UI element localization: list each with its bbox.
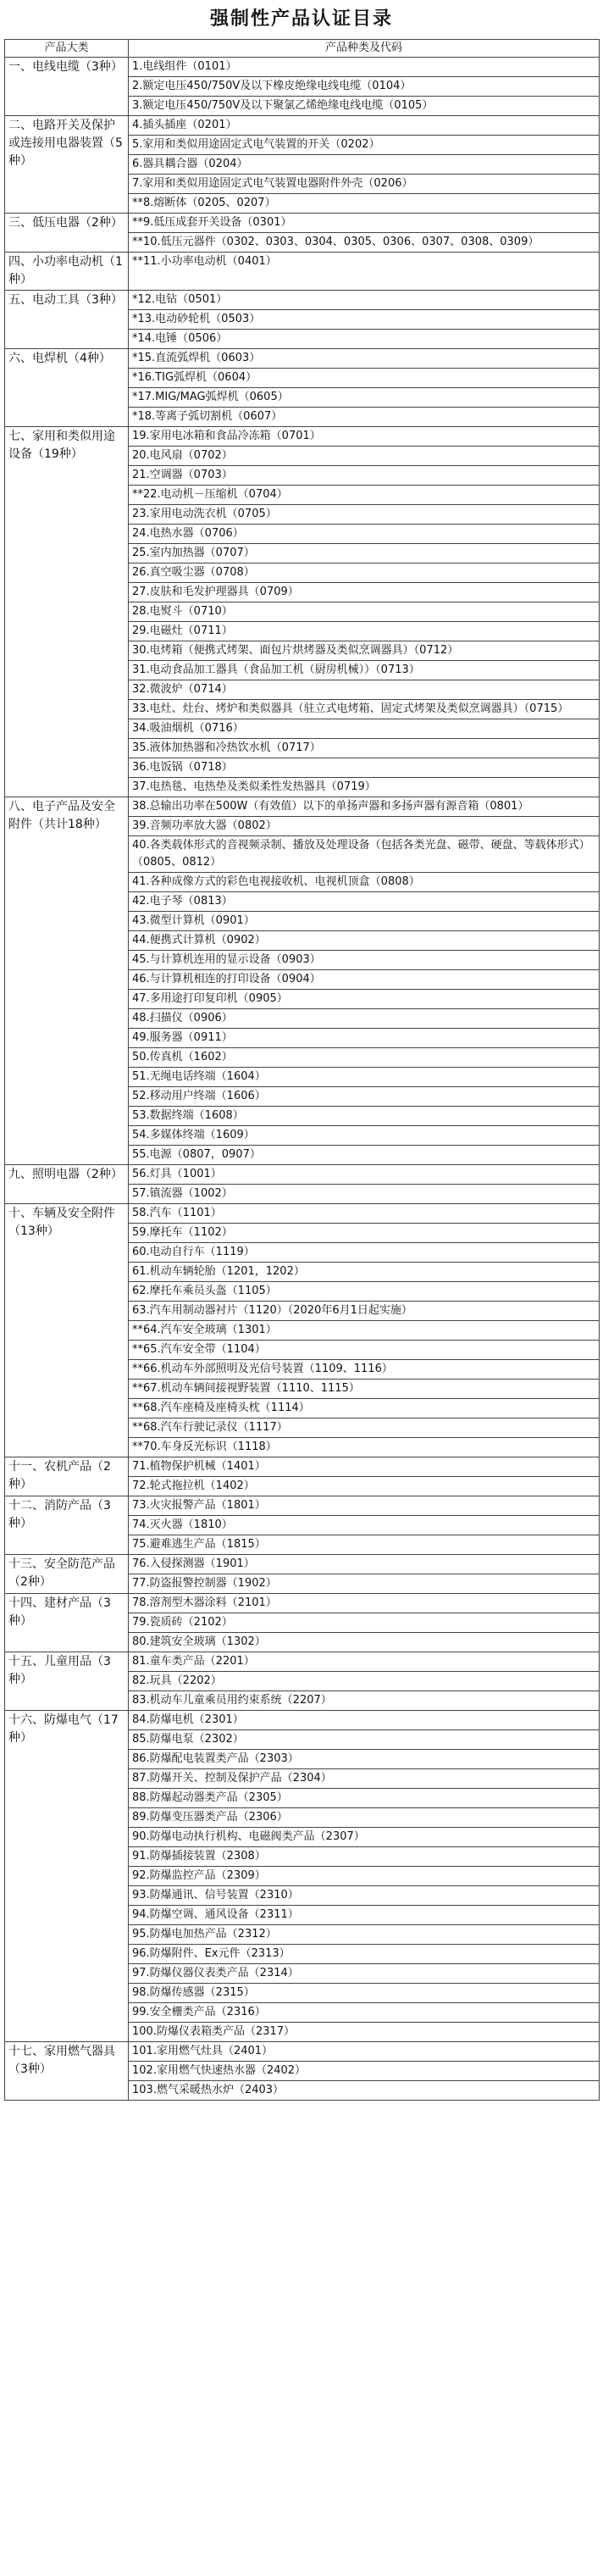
product-cell: 72.轮式拖拉机（1402） xyxy=(129,1477,600,1496)
product-cell: *12.电钻（0501） xyxy=(129,291,600,310)
table-row xyxy=(5,1594,600,1613)
category-cell: 十二、消防产品（3种） xyxy=(5,1496,129,1555)
product-cell: 53.数据终端（1608） xyxy=(129,1107,600,1126)
product-cell: 45.与计算机连用的显示设备（0903） xyxy=(129,951,600,970)
product-cell: 33.电灶、灶台、烤炉和类似器具（驻立式电烤箱、固定式烤架及类似烹调器具）（0715） xyxy=(129,700,600,719)
product-cell: *13.电动砂轮机（0503） xyxy=(129,310,600,330)
product-cell: **9.低压成套开关设备（0301） xyxy=(129,214,600,233)
product-cell: 46.与计算机相连的打印设备（0904） xyxy=(129,970,600,990)
product-cell: 60.电动自行车（1119） xyxy=(129,1243,600,1263)
product-cell: 48.扫描仪（0906） xyxy=(129,1009,600,1029)
product-cell: 4.插头插座（0201） xyxy=(129,116,600,136)
product-cell: 54.多媒体终端（1609） xyxy=(129,1126,600,1146)
product-cell: 24.电热水器（0706） xyxy=(129,525,600,544)
product-cell: 27.皮肤和毛发护理器具（0709） xyxy=(129,583,600,602)
table-row xyxy=(5,291,600,310)
product-cell: 61.机动车辆轮胎（1201，1202） xyxy=(129,1263,600,1282)
product-cell: 29.电磁灶（0711） xyxy=(129,622,600,641)
product-cell: 37.电热毯、电热垫及类似柔性发热器具（0719） xyxy=(129,778,600,797)
product-cell: 32.微波炉（0714） xyxy=(129,680,600,700)
product-cell: 75.避难逃生产品（1815） xyxy=(129,1535,600,1555)
product-cell: 34.吸油烟机（0716） xyxy=(129,719,600,739)
table-row xyxy=(5,427,600,447)
product-cell: 36.电饭锅（0718） xyxy=(129,758,600,778)
product-cell: **67.机动车辆间接视野装置（1110、1115） xyxy=(129,1380,600,1399)
category-cell: 五、电动工具（3种） xyxy=(5,291,129,349)
product-cell: 31.电动食品加工器具（食品加工机（厨房机械））（0713） xyxy=(129,661,600,680)
product-cell: 58.汽车（1101） xyxy=(129,1204,600,1224)
product-cell: 52.移动用户终端（1606） xyxy=(129,1087,600,1107)
product-cell: 73.火灾报警产品（1801） xyxy=(129,1496,600,1516)
category-cell: 八、电子产品及安全附件（共计18种） xyxy=(5,797,129,1165)
table-row xyxy=(5,1555,600,1574)
product-cell: 99.安全栅类产品（2316） xyxy=(129,2003,600,2023)
product-cell: **11.小功率电动机（0401） xyxy=(129,253,600,291)
catalog-table xyxy=(4,39,600,2101)
product-cell: 7.家用和类似用途固定式电气装置电器附件外壳（0206） xyxy=(129,175,600,194)
product-cell: 96.防爆附件、Ex元件（2313） xyxy=(129,1945,600,1964)
catalog-body xyxy=(5,58,600,2101)
product-cell: 42.电子琴（0813） xyxy=(129,892,600,912)
table-row xyxy=(5,58,600,77)
table-row xyxy=(5,214,600,233)
product-cell: 89.防爆变压器类产品（2306） xyxy=(129,1808,600,1828)
product-cell: **8.熔断体（0205、0207） xyxy=(129,194,600,214)
product-cell: 39.音频功率放大器（0802） xyxy=(129,817,600,836)
product-cell: 50.传真机（1602） xyxy=(129,1048,600,1068)
product-cell: 101.家用燃气灶具（2401） xyxy=(129,2042,600,2062)
product-cell: 80.建筑安全玻璃（1302） xyxy=(129,1633,600,1652)
product-cell: 26.真空吸尘器（0708） xyxy=(129,564,600,583)
product-cell: 94.防爆空调、通风设备（2311） xyxy=(129,1906,600,1925)
product-cell: 43.微型计算机（0901） xyxy=(129,912,600,931)
product-cell: 79.瓷质砖（2102） xyxy=(129,1613,600,1633)
product-cell: **66.机动车外部照明及光信号装置（1109、1116） xyxy=(129,1360,600,1380)
category-cell: 十三、安全防范产品（2种） xyxy=(5,1555,129,1594)
product-cell: 100.防爆仪表箱类产品（2317） xyxy=(129,2023,600,2042)
product-cell: *14.电锤（0506） xyxy=(129,330,600,349)
product-cell: **10.低压元器件（0302、0303、0304、0305、0306、0307、0308、0309） xyxy=(129,233,600,253)
product-cell: *18.等离子弧切割机（0607） xyxy=(129,408,600,427)
product-cell: 92.防爆监控产品（2309） xyxy=(129,1867,600,1886)
product-cell: 47.多用途打印复印机（0905） xyxy=(129,990,600,1009)
page-title: 强制性产品认证目录 xyxy=(209,8,393,30)
product-cell: 78.溶剂型木器涂料（2101） xyxy=(129,1594,600,1613)
product-cell: 91.防爆插接装置（2308） xyxy=(129,1847,600,1867)
product-cell: 51.无绳电话终端（1604） xyxy=(129,1068,600,1087)
category-cell: 十四、建材产品（3种） xyxy=(5,1594,129,1652)
product-cell: 88.防爆起动器类产品（2305） xyxy=(129,1789,600,1808)
table-row xyxy=(5,1711,600,1730)
table-row xyxy=(5,253,600,291)
product-cell: 55.电源（0807，0907） xyxy=(129,1146,600,1165)
product-cell: 49.服务器（0911） xyxy=(129,1029,600,1048)
product-cell: 44.便携式计算机（0902） xyxy=(129,931,600,951)
product-cell: **65.汽车安全带（1104） xyxy=(129,1341,600,1360)
category-cell: 十六、防爆电气（17种） xyxy=(5,1711,129,2042)
product-cell: 62.摩托车乘员头盔（1105） xyxy=(129,1282,600,1302)
product-cell: 59.摩托车（1102） xyxy=(129,1224,600,1243)
product-cell: *17.MIG/MAG弧焊机（0605） xyxy=(129,388,600,408)
product-cell: 81.童车类产品（2201） xyxy=(129,1652,600,1672)
product-cell: **68.汽车行驶记录仪（1117） xyxy=(129,1418,600,1438)
product-cell: 19.家用电冰箱和食品冷冻箱（0701） xyxy=(129,427,600,447)
category-cell: 十五、儿童用品（3种） xyxy=(5,1652,129,1711)
product-cell: **68.汽车座椅及座椅头枕（1114） xyxy=(129,1399,600,1418)
table-row xyxy=(5,2042,600,2062)
table-row xyxy=(5,1652,600,1672)
header-product: 产品种类及代码 xyxy=(129,40,600,58)
product-cell: 30.电烤箱（便携式烤架、面包片烘烤器及类似烹调器具）（0712） xyxy=(129,641,600,661)
product-cell: 57.镇流器（1002） xyxy=(129,1185,600,1204)
category-cell: 十一、农机产品（2种） xyxy=(5,1457,129,1496)
category-cell: 九、照明电器（2种） xyxy=(5,1165,129,1204)
product-cell: 5.家用和类似用途固定式电气装置的开关（0202） xyxy=(129,136,600,155)
product-cell: 103.燃气采暖热水炉（2403） xyxy=(129,2081,600,2101)
product-cell: 6.器具耦合器（0204） xyxy=(129,155,600,175)
product-cell: 71.植物保护机械（1401） xyxy=(129,1457,600,1477)
product-cell: 3.额定电压450/750V及以下聚氯乙烯绝缘电线电缆（0105） xyxy=(129,97,600,116)
product-cell: 93.防爆通讯、信号装置（2310） xyxy=(129,1886,600,1906)
product-cell: 1.电线组件（0101） xyxy=(129,58,600,77)
product-cell: 63.汽车用制动器衬片（1120）（2020年6月1日起实施） xyxy=(129,1302,600,1321)
product-cell: 85.防爆电泵（2302） xyxy=(129,1730,600,1750)
product-cell: 41.各种成像方式的彩色电视接收机、电视机顶盒（0808） xyxy=(129,873,600,892)
product-cell: 102.家用燃气快速热水器（2402） xyxy=(129,2062,600,2081)
table-row xyxy=(5,1457,600,1477)
table-header-row xyxy=(5,40,600,58)
product-cell: 82.玩具（2202） xyxy=(129,1672,600,1691)
product-cell: 40.各类载体形式的音视频录制、播放及处理设备（包括各类光盘、磁带、硬盘、等载体形式）（0805、0812） xyxy=(129,836,600,873)
product-cell: 83.机动车儿童乘员用约束系统（2207） xyxy=(129,1691,600,1711)
product-cell: 35.液体加热器和冷热饮水机（0717） xyxy=(129,739,600,758)
product-cell: 77.防盗报警控制器（1902） xyxy=(129,1574,600,1594)
table-row xyxy=(5,797,600,817)
category-cell: 二、电路开关及保护或连接用电器装置（5种） xyxy=(5,116,129,214)
category-cell: 四、小功率电动机（1种） xyxy=(5,253,129,291)
product-cell: 2.额定电压450/750V及以下橡皮绝缘电线电缆（0104） xyxy=(129,77,600,97)
product-cell: 84.防爆电机（2301） xyxy=(129,1711,600,1730)
header-category: 产品大类 xyxy=(5,40,129,58)
category-cell: 十、车辆及安全附件（13种） xyxy=(5,1204,129,1457)
product-cell: 20.电风扇（0702） xyxy=(129,447,600,466)
product-cell: 38.总输出功率在500W（有效值）以下的单扬声器和多扬声器有源音箱（0801） xyxy=(129,797,600,817)
product-cell: **70.车身反光标识（1118） xyxy=(129,1438,600,1457)
table-row xyxy=(5,349,600,369)
product-cell: 97.防爆仪器仪表类产品（2314） xyxy=(129,1964,600,1984)
product-cell: 25.室内加热器（0707） xyxy=(129,544,600,564)
product-cell: 74.灭火器（1810） xyxy=(129,1516,600,1535)
product-cell: 87.防爆开关、控制及保护产品（2304） xyxy=(129,1769,600,1789)
table-row xyxy=(5,1204,600,1224)
product-cell: 28.电熨斗（0710） xyxy=(129,602,600,622)
product-cell: **22.电动机－压缩机（0704） xyxy=(129,486,600,505)
table-row xyxy=(5,116,600,136)
category-cell: 六、电焊机（4种） xyxy=(5,349,129,427)
product-cell: 90.防爆电动执行机构、电磁阀类产品（2307） xyxy=(129,1828,600,1847)
product-cell: 21.空调器（0703） xyxy=(129,466,600,486)
product-cell: *16.TIG弧焊机（0604） xyxy=(129,369,600,388)
category-cell: 三、低压电器（2种） xyxy=(5,214,129,253)
product-cell: 98.防爆传感器（2315） xyxy=(129,1984,600,2003)
product-cell: 95.防爆电加热产品（2312） xyxy=(129,1925,600,1945)
product-cell: 56.灯具（1001） xyxy=(129,1165,600,1185)
product-cell: **64.汽车安全玻璃（1301） xyxy=(129,1321,600,1341)
category-cell: 七、家用和类似用途设备（19种） xyxy=(5,427,129,797)
product-cell: 23.家用电动洗衣机（0705） xyxy=(129,505,600,525)
table-row xyxy=(5,1496,600,1516)
product-cell: *15.直流弧焊机（0603） xyxy=(129,349,600,369)
product-cell: 76.入侵探测器（1901） xyxy=(129,1555,600,1574)
table-row xyxy=(5,1165,600,1185)
category-cell: 一、电线电缆（3种） xyxy=(5,58,129,116)
product-cell: 86.防爆配电装置类产品（2303） xyxy=(129,1750,600,1769)
category-cell: 十七、家用燃气器具（3种） xyxy=(5,2042,129,2101)
